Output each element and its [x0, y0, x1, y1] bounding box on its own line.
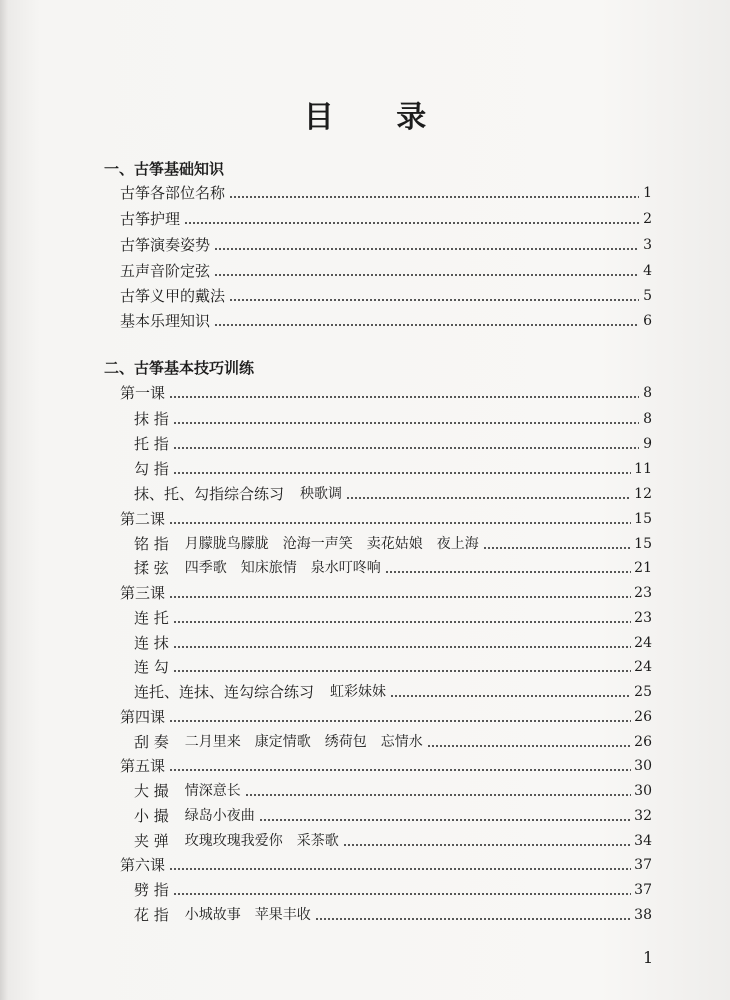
toc-entry[interactable] — [134, 529, 652, 553]
toc-entry-title: 第四课 — [120, 708, 166, 726]
toc-entry-page: 5 — [643, 288, 652, 304]
toc-entry-title: 古筝演奏姿势 — [120, 236, 211, 254]
toc-entry-title: 大 撮 — [134, 782, 169, 800]
toc-entry-title: 古筝各部位名称 — [120, 184, 226, 202]
toc-entry-title: 连 勾 — [134, 658, 169, 676]
dot-leader — [173, 447, 639, 449]
toc-entry-title: 第六课 — [120, 856, 166, 874]
toc-entry-title: 铭 指 — [134, 535, 169, 553]
toc-entry[interactable] — [120, 256, 652, 280]
toc-entry-page: 37 — [634, 857, 652, 873]
toc-entry-page: 38 — [634, 907, 652, 923]
dot-leader — [173, 646, 631, 648]
toc-entry-title: 第二课 — [120, 510, 166, 528]
dot-leader — [229, 299, 639, 301]
dot-leader — [173, 621, 631, 623]
dot-leader — [173, 670, 631, 672]
dot-leader — [315, 918, 631, 920]
dot-leader — [390, 695, 631, 697]
dot-leader — [343, 844, 631, 846]
toc-entry-title: 第五课 — [120, 757, 166, 775]
dot-leader — [214, 248, 639, 250]
dot-leader — [169, 769, 631, 771]
dot-leader — [245, 794, 631, 796]
toc-entry[interactable] — [134, 628, 652, 652]
toc-entry[interactable] — [134, 801, 652, 825]
toc-entry-title: 连 抹 — [134, 634, 169, 652]
dot-leader — [259, 819, 631, 821]
toc-entry-page: 6 — [643, 313, 652, 329]
toc-entry-title: 抹 指 — [134, 410, 169, 428]
dot-leader — [173, 893, 631, 895]
toc-entry-title: 小 撮 — [134, 807, 169, 825]
toc-entry-page: 34 — [634, 833, 652, 849]
toc-entry-songs: 秧歌调 — [300, 486, 343, 502]
dot-leader — [169, 596, 631, 598]
toc-entry-title: 抹、托、勾指综合练习 — [134, 485, 285, 503]
toc-entry-title: 古筝护理 — [120, 210, 181, 228]
toc-entry-title: 第三课 — [120, 584, 166, 602]
toc-entry-page: 8 — [643, 385, 652, 401]
dot-leader — [169, 720, 631, 722]
toc-entry-songs: 小城故事 苹果丰收 — [184, 907, 311, 923]
toc-entry-page: 32 — [634, 808, 652, 824]
toc-entry-page: 1 — [643, 185, 652, 201]
toc-lesson[interactable] — [120, 378, 652, 402]
toc-lesson[interactable] — [120, 702, 652, 726]
toc-entry-title: 勾 指 — [134, 460, 169, 478]
toc-lesson[interactable] — [120, 850, 652, 874]
toc-entry[interactable] — [134, 776, 652, 800]
toc-entry[interactable] — [120, 306, 652, 330]
dot-leader — [169, 396, 639, 398]
section-heading-basics: 一、古筝基础知识 — [104, 160, 225, 178]
toc-entry-page: 11 — [634, 461, 652, 477]
toc-entry-title: 古筝义甲的戴法 — [120, 287, 226, 305]
toc-entry-title: 刮 奏 — [134, 733, 169, 751]
toc-entry[interactable] — [120, 178, 652, 202]
toc-entry-page: 15 — [634, 511, 652, 527]
toc-entry-page: 12 — [634, 486, 652, 502]
toc-entry-page: 23 — [634, 585, 652, 601]
toc-entry-title: 夹 弹 — [134, 832, 169, 850]
dot-leader — [346, 497, 631, 499]
toc-entry[interactable] — [120, 230, 652, 254]
toc-entry-page: 26 — [634, 734, 652, 750]
toc-entry-title: 托 指 — [134, 435, 169, 453]
dot-leader — [483, 547, 631, 549]
toc-entry-songs: 玫瑰玫瑰我爱你 采茶歌 — [184, 833, 339, 849]
toc-entry-title: 劈 指 — [134, 881, 169, 899]
toc-entry-page: 21 — [634, 560, 652, 576]
section-heading-techniques: 二、古筝基本技巧训练 — [104, 359, 255, 377]
toc-lesson[interactable] — [120, 578, 652, 602]
toc-entry-songs: 月朦胧鸟朦胧 沧海一声笑 卖花姑娘 夜上海 — [184, 536, 479, 552]
toc-entry-page: 24 — [634, 659, 652, 675]
dot-leader — [169, 868, 631, 870]
toc-entry-title: 连 托 — [134, 609, 169, 627]
toc-entry[interactable] — [134, 900, 652, 924]
toc-entry-songs: 情深意长 — [184, 783, 241, 799]
dot-leader — [184, 222, 639, 224]
toc-entry-page: 24 — [634, 635, 652, 651]
toc-entry-title: 花 指 — [134, 906, 169, 924]
toc-entry-page: 8 — [643, 411, 652, 427]
toc-lesson[interactable] — [120, 751, 652, 775]
toc-entry[interactable] — [120, 281, 652, 305]
toc-entry-page: 4 — [643, 263, 652, 279]
toc-entry-title: 连托、连抹、连勾综合练习 — [134, 683, 315, 701]
dot-leader — [229, 196, 639, 198]
page-number: 1 — [643, 948, 654, 967]
dot-leader — [169, 522, 631, 524]
toc-entry-songs: 虹彩妹妹 — [330, 684, 387, 700]
toc-entry-page: 37 — [634, 882, 652, 898]
toc-lesson[interactable] — [120, 504, 652, 528]
toc-entry[interactable] — [134, 875, 652, 899]
toc-entry[interactable] — [120, 204, 652, 228]
toc-entry-page: 3 — [643, 237, 652, 253]
toc-entry-songs: 四季歌 知床旅情 泉水叮咚响 — [184, 560, 381, 576]
dot-leader — [214, 274, 639, 276]
page-title: 目 录 — [303, 100, 453, 135]
toc-entry[interactable] — [134, 454, 652, 478]
toc-entry-title: 第一课 — [120, 384, 166, 402]
toc-entry[interactable] — [134, 677, 652, 701]
toc-entry[interactable] — [134, 479, 652, 503]
toc-entry-page: 23 — [634, 610, 652, 626]
toc-entry-songs: 绿岛小夜曲 — [184, 808, 255, 824]
toc-entry[interactable] — [134, 727, 652, 751]
toc-entry-title: 五声音阶定弦 — [120, 262, 211, 280]
toc-entry-page: 9 — [643, 436, 652, 452]
toc-entry[interactable] — [134, 429, 652, 453]
dot-leader — [214, 324, 639, 326]
toc-entry-page: 25 — [634, 684, 652, 700]
page-spine-shadow — [0, 0, 8, 1000]
toc-entry-songs: 二月里来 康定情歌 绣荷包 忘情水 — [184, 734, 423, 750]
toc-entry-page: 30 — [634, 783, 652, 799]
toc-entry-page: 26 — [634, 709, 652, 725]
dot-leader — [427, 745, 631, 747]
toc-entry[interactable] — [134, 404, 652, 428]
toc-entry[interactable] — [134, 652, 652, 676]
toc-entry[interactable] — [134, 603, 652, 627]
dot-leader — [173, 472, 631, 474]
toc-entry-page: 30 — [634, 758, 652, 774]
toc-entry[interactable] — [134, 553, 652, 577]
toc-entry-page: 15 — [634, 536, 652, 552]
dot-leader — [385, 571, 631, 573]
toc-entry-title: 揉 弦 — [134, 559, 169, 577]
toc-entry[interactable] — [134, 826, 652, 850]
dot-leader — [173, 422, 639, 424]
toc-entry-page: 2 — [643, 211, 652, 227]
toc-entry-title: 基本乐理知识 — [120, 312, 211, 330]
